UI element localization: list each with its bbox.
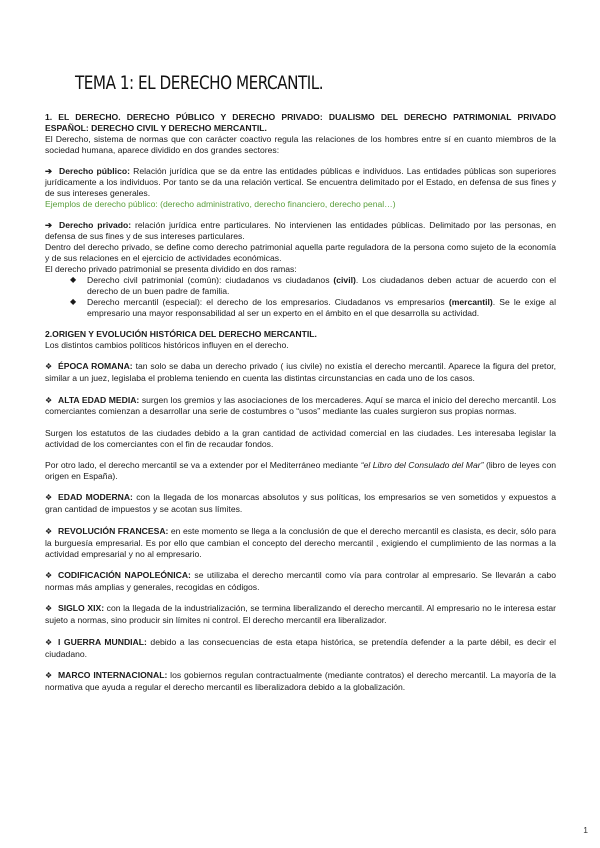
- section-1-intro: El Derecho, sistema de normas que con carácter coactivo regula las relaciones de los hombres entre sí en cuanto miembros de la sociedad humana, aparece dividido en dos grandes sectores:: [45, 133, 556, 155]
- consulado-paragraph: [45, 460, 556, 482]
- branch-merc-rest: . Se le exige al empresario una mayor responsabilidad al ser un experto en el ámbito en el que desarrolla su actividad.: [87, 296, 556, 318]
- arrow-icon: ➔: [45, 166, 53, 177]
- epoca-romana-paragraph: [45, 361, 556, 384]
- revolucion-francesa-text: en este momento se llega a la conclusión de que el derecho mercantil es clasista, es decir, sólo para la burguesía empresarial. Es por ello que cambian el concepto del derecho mercantil , exigiendo el cumplimiento de las normas a la actividad empresarial y no al empresario.: [45, 525, 556, 559]
- edad-moderna-paragraph: [45, 492, 556, 515]
- consulado-book-title: “el Libro del Consulado del Mar”: [360, 460, 484, 471]
- public-law-text: Relación jurídica que se da entre las entidades públicas e individuos. Las entidades públicas son superiores jurídicamente a los individuos. Por tanto se da una relación vertical. Se encuentra delimitado por el Estado, en defensa de sus fines y de sus intereses generales.: [45, 166, 557, 198]
- arrow-icon: ➔: [45, 220, 53, 231]
- alta-edad-media-paragraph: [45, 395, 556, 418]
- section-2-intro: Los distintos cambios políticos históricos influyen en el derecho.: [45, 339, 289, 350]
- private-law-paragraph: [45, 220, 556, 242]
- codificacion-label: CODIFICACIÓN NAPOLEÓNICA:: [58, 570, 191, 580]
- branch-civil-text: Derecho civil patrimonial (común): ciudadanos vs ciudadanos: [87, 274, 330, 285]
- edad-moderna-text: con la llegada de los monarcas absolutos y sus políticas, los empresarios se ven sometidos y expuestos a gran cantidad de impuestos y se acotan sus límites.: [45, 492, 556, 515]
- diamond-cross-icon: ❖: [45, 362, 53, 372]
- diamond-cross-icon: ❖: [45, 604, 53, 614]
- codificacion-paragraph: [45, 570, 556, 593]
- siglo-xix-text: con la llegada de la industrialización, se termina liberalizando el derecho mercantil. Al empresario no le interesa estar sujeto a normas, sino producir sin límites ni control. El derecho mercantil era liberalizador.: [45, 603, 557, 626]
- branches-list: [45, 275, 556, 319]
- public-law-label: Derecho público:: [59, 166, 130, 177]
- branch-civil-bold: (civil): [333, 274, 356, 285]
- consulado-text: Por otro lado, el derecho mercantil se va a extender por el Mediterráneo mediante: [45, 460, 359, 471]
- siglo-xix-paragraph: [45, 603, 556, 626]
- public-law-examples: Ejemplos de derecho público: (derecho administrativo, derecho financiero, derecho penal…): [45, 198, 396, 209]
- branch-merc-text: Derecho mercantil (especial): el derecho de los empresarios. Ciudadanos vs empresarios: [87, 296, 445, 307]
- page-number: 1: [583, 825, 588, 836]
- private-law-more: Dentro del derecho privado, se define como derecho patrimonial aquella parte reguladora de la persona como sujeto de la economía y de sus relaciones en el ejercicio de actividades económicas.: [45, 242, 556, 263]
- guerra-mundial-paragraph: [45, 637, 556, 660]
- diamond-cross-icon: ❖: [45, 526, 53, 536]
- codificacion-text: se utilizaba el derecho mercantil como vía para controlar al empresario. Se llevarán a cabo normas más amplias y generales, recogidas en códigos.: [45, 570, 556, 592]
- guerra-mundial-label: I GUERRA MUNDIAL:: [58, 636, 147, 647]
- guerra-mundial-text: debido a las consecuencias de esta etapa histórica, se pretendía defender a la parte débil, es decir el ciudadano.: [45, 636, 556, 659]
- document-title: TEMA 1: EL DERECHO MERCANTIL.: [75, 72, 324, 94]
- revolucion-francesa-label: REVOLUCIÓN FRANCESA:: [58, 525, 169, 536]
- branch-civil-rest: . Los ciudadanos deben actuar de acuerdo con el derecho de un buen padre de familia.: [87, 274, 557, 296]
- section-1-heading: 1. EL DERECHO. DERECHO PÚBLICO Y DERECHO PRIVADO: DUALISMO DEL DERECHO PATRIMONIAL PRIVADO ESPAÑOL: DERECHO CIVIL Y DERECHO MERCANTIL.: [45, 112, 556, 133]
- list-item: [69, 275, 556, 297]
- consulado-note: (libro de leyes con origen en España).: [45, 460, 557, 482]
- marco-internacional-label: MARCO INTERNACIONAL:: [58, 669, 168, 680]
- diamond-bullet-icon: ◆: [70, 296, 77, 306]
- marco-internacional-paragraph: [45, 670, 556, 693]
- section-2-heading: 2.ORIGEN Y EVOLUCIÓN HISTÓRICA DEL DERECHO MERCANTIL.: [45, 328, 317, 339]
- alta-edad-media-text: surgen los gremios y las asociaciones de los mercaderes. Aquí se marca el inicio del derecho mercantil. Los comerciantes comienzan a desarrollar una serie de costumbres o “usos” mediante las cuales surgieron sus propias normas.: [45, 394, 556, 417]
- list-item: [69, 297, 556, 319]
- public-law-paragraph: [45, 166, 556, 199]
- private-law-text: relación jurídica entre particulares. No intervienen las entidades públicas. Delimitado por las personas, en defensa de sus fines y de sus intereses particulares.: [45, 220, 556, 242]
- marco-internacional-text: los gobiernos regulan contractualmente (mediante contratos) el derecho mercantil. La mayoría de la normativa que ayuda a regular el derecho mercantil es liberalizadora debido a la globalización.: [45, 669, 556, 692]
- diamond-cross-icon: ❖: [45, 395, 53, 405]
- epoca-romana-text: tan solo se daba un derecho privado ( ius civile) no existía el derecho mercantil. Aparece la figura del pretor, similar a un juez, legislaba el problema teniendo en cuenta las distintas circunstancias en cada uno de los casos.: [45, 361, 556, 384]
- private-law-label: Derecho privado:: [59, 220, 132, 231]
- diamond-bullet-icon: ◆: [70, 274, 77, 284]
- diamond-cross-icon: ❖: [45, 670, 53, 680]
- revolucion-francesa-paragraph: [45, 526, 556, 560]
- epoca-romana-label: ÉPOCA ROMANA:: [58, 361, 133, 372]
- alta-edad-media-label: ALTA EDAD MEDIA:: [58, 394, 140, 405]
- branch-merc-bold: (mercantil): [448, 296, 493, 307]
- siglo-xix-label: SIGLO XIX:: [58, 603, 105, 614]
- estatutos-paragraph: Surgen los estatutos de las ciudades debido a la gran cantidad de actividad comercial en las ciudades. Les interesaba legislar la actividad de los comerciantes con el fin de recaudar fondos.: [45, 427, 556, 449]
- diamond-cross-icon: ❖: [45, 637, 53, 647]
- edad-moderna-label: EDAD MODERNA:: [58, 492, 133, 503]
- branches-intro: El derecho privado patrimonial se presenta dividido en dos ramas:: [45, 263, 297, 274]
- diamond-cross-icon: ❖: [45, 493, 53, 503]
- diamond-cross-icon: ❖: [45, 571, 53, 580]
